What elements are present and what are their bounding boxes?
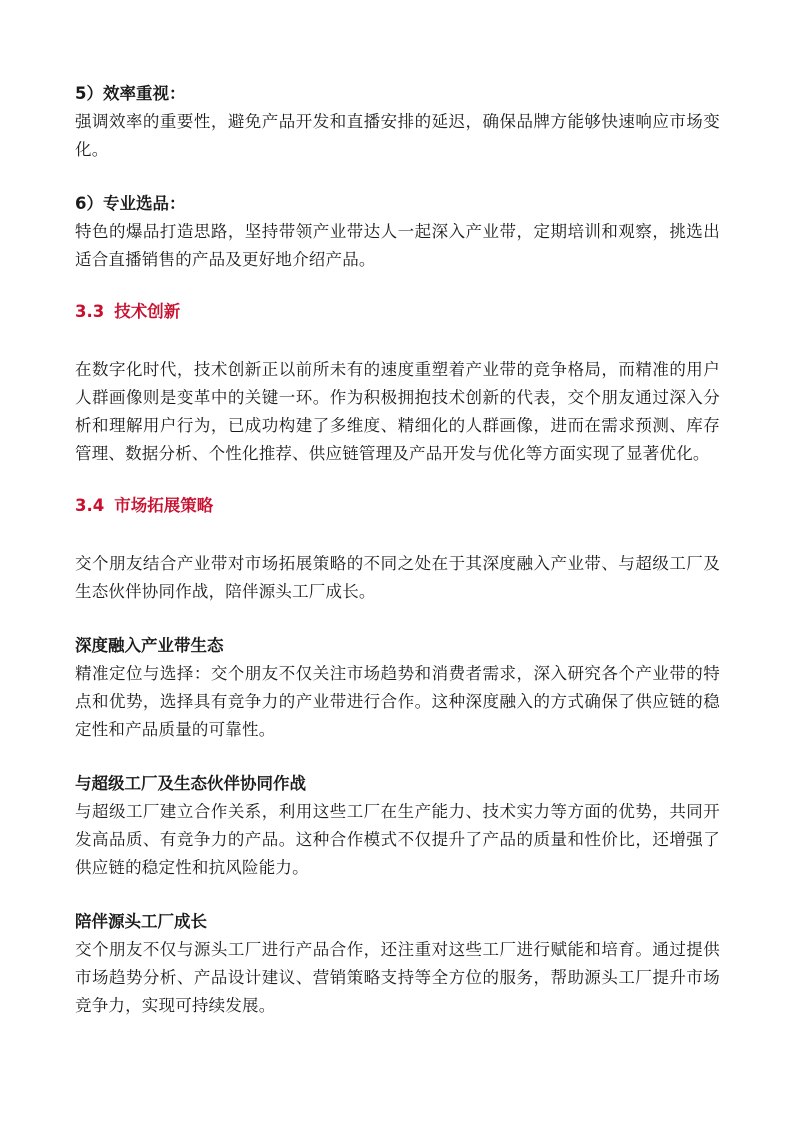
- subsection-text-integration: 精准定位与选择：交个朋友不仅关注市场趋势和消费者需求，深入研究各个产业带的特点和优势，选择具有竞争力的产业带进行合作。这种深度融入的方式确保了供应链的稳定性和产品质量的可靠性。: [75, 664, 720, 739]
- section-title-3-4: [75, 492, 720, 520]
- item-text-efficiency: 强调效率的重要性，避免产品开发和直播安排的延迟，确保品牌方能够快速响应市场变化。: [75, 112, 720, 159]
- section-number: 3.3: [75, 302, 105, 321]
- section-title-text: 技术创新: [114, 302, 181, 321]
- section-number: 3.4: [75, 496, 105, 515]
- section-3-3-paragraph: 在数字化时代，技术创新正以前所未有的速度重塑着产业带的竞争格局，而精准的用户人群画像则是变革中的关键一环。作为积极拥抱技术创新的代表，交个朋友通过深入分析和理解用户行为，已成功构建了多维度、精细化的人群画像，进而在需求预测、库存管理、数据分析、个性化推荐、供应链管理及产品开发与优化等方面实现了显著优化。: [75, 360, 720, 463]
- section-3-4-intro: 交个朋友结合产业带对市场拓展策略的不同之处在于其深度融入产业带、与超级工厂及生态伙伴协同作战，陪伴源头工厂成长。: [75, 554, 720, 601]
- item-heading-efficiency: 5）效率重视：: [75, 84, 186, 103]
- subsection-heading-integration: 深度融入产业带生态: [75, 636, 224, 655]
- subsection-text-collaboration: 与超级工厂建立合作关系，利用这些工厂在生产能力、技术实力等方面的优势，共同开发高品质、有竞争力的产品。这种合作模式不仅提升了产品的质量和性价比，还增强了供应链的稳定性和抗风险能力。: [75, 802, 720, 877]
- section-title-text: 市场拓展策略: [114, 496, 214, 515]
- item-text-selection: 特色的爆品打造思路，坚持带领产业带达人一起深入产业带，定期培训和观察，挑选出适合直播销售的产品及更好地介绍产品。: [75, 222, 720, 269]
- item-heading-selection: 6）专业选品：: [75, 194, 186, 213]
- subsection-heading-collaboration: 与超级工厂及生态伙伴协同作战: [75, 774, 306, 793]
- section-title-3-3: [75, 298, 720, 326]
- page-content: [75, 80, 720, 1020]
- subsection-text-factory-growth: 交个朋友不仅与源头工厂进行产品合作，还注重对这些工厂进行赋能和培育。通过提供市场趋势分析、产品设计建议、营销策略支持等全方位的服务，帮助源头工厂提升市场竞争力，实现可持续发展。: [75, 940, 720, 1015]
- subsection-heading-factory-growth: 陪伴源头工厂成长: [75, 912, 207, 931]
